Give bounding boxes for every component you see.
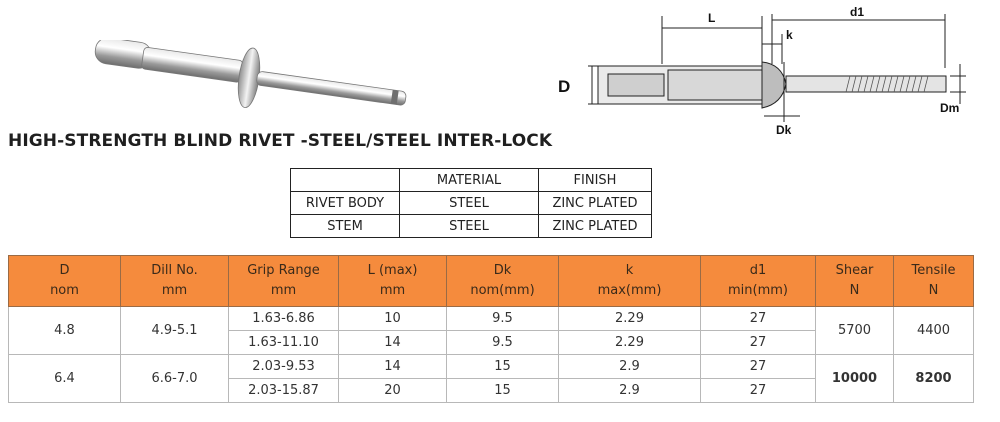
cell-grip: 2.03-15.87 [229, 379, 339, 403]
spec-header-d: D nom [9, 256, 121, 307]
cell-tensile: 4400 [894, 307, 974, 355]
material-row [291, 215, 652, 238]
cell-k: 2.29 [559, 307, 701, 331]
spec-header-row [9, 256, 974, 307]
material-header-cell: FINISH [539, 169, 652, 192]
cell-l: 14 [339, 331, 447, 355]
rivet-dimension-diagram [550, 4, 990, 146]
material-cell: ZINC PLATED [539, 192, 652, 215]
cell-dk: 15 [447, 355, 559, 379]
cell-dk: 15 [447, 379, 559, 403]
cell-grip: 2.03-9.53 [229, 355, 339, 379]
cell-dill: 4.9-5.1 [121, 307, 229, 355]
cell-tensile: 8200 [894, 355, 974, 403]
dim-label-dm: Dm [940, 101, 960, 115]
cell-d: 4.8 [9, 307, 121, 355]
material-cell: STEEL [400, 192, 539, 215]
rivet-photo [70, 40, 430, 130]
cell-dill: 6.6-7.0 [121, 355, 229, 403]
spec-header-grip: Grip Range mm [229, 256, 339, 307]
table-row [9, 307, 974, 331]
dim-label-dk: Dk [776, 123, 792, 137]
cell-d: 6.4 [9, 355, 121, 403]
cell-grip: 1.63-11.10 [229, 331, 339, 355]
material-header-cell [291, 169, 400, 192]
cell-k: 2.29 [559, 331, 701, 355]
cell-dk: 9.5 [447, 331, 559, 355]
dim-label-d: D [558, 77, 571, 96]
dim-label-d1: d1 [850, 5, 865, 19]
cell-k: 2.9 [559, 355, 701, 379]
cell-shear: 5700 [816, 307, 894, 355]
material-header-cell: MATERIAL [400, 169, 539, 192]
cell-k: 2.9 [559, 379, 701, 403]
cell-shear: 10000 [816, 355, 894, 403]
dim-label-k: k [786, 28, 793, 42]
cell-d1: 27 [701, 379, 816, 403]
page-title: HIGH-STRENGTH BLIND RIVET -STEEL/STEEL INTER-LOCK [8, 131, 553, 151]
spec-table [8, 255, 974, 403]
material-table [290, 168, 652, 238]
spec-header-tensile: Tensile N [894, 256, 974, 307]
material-cell: RIVET BODY [291, 192, 400, 215]
material-cell: STEM [291, 215, 400, 238]
material-cell: STEEL [400, 215, 539, 238]
spec-header-dk: Dk nom(mm) [447, 256, 559, 307]
spec-header-k: k max(mm) [559, 256, 701, 307]
dim-label-l: L [708, 11, 716, 25]
cell-d1: 27 [701, 331, 816, 355]
table-row [9, 355, 974, 379]
spec-header-shear: Shear N [816, 256, 894, 307]
spec-header-dill: Dill No. mm [121, 256, 229, 307]
spec-header-l: L (max) mm [339, 256, 447, 307]
cell-l: 14 [339, 355, 447, 379]
cell-d1: 27 [701, 307, 816, 331]
cell-l: 20 [339, 379, 447, 403]
cell-dk: 9.5 [447, 307, 559, 331]
spec-header-d1: d1 min(mm) [701, 256, 816, 307]
cell-grip: 1.63-6.86 [229, 307, 339, 331]
material-cell: ZINC PLATED [539, 215, 652, 238]
material-header-row [291, 169, 652, 192]
cell-d1: 27 [701, 355, 816, 379]
cell-l: 10 [339, 307, 447, 331]
material-row [291, 192, 652, 215]
